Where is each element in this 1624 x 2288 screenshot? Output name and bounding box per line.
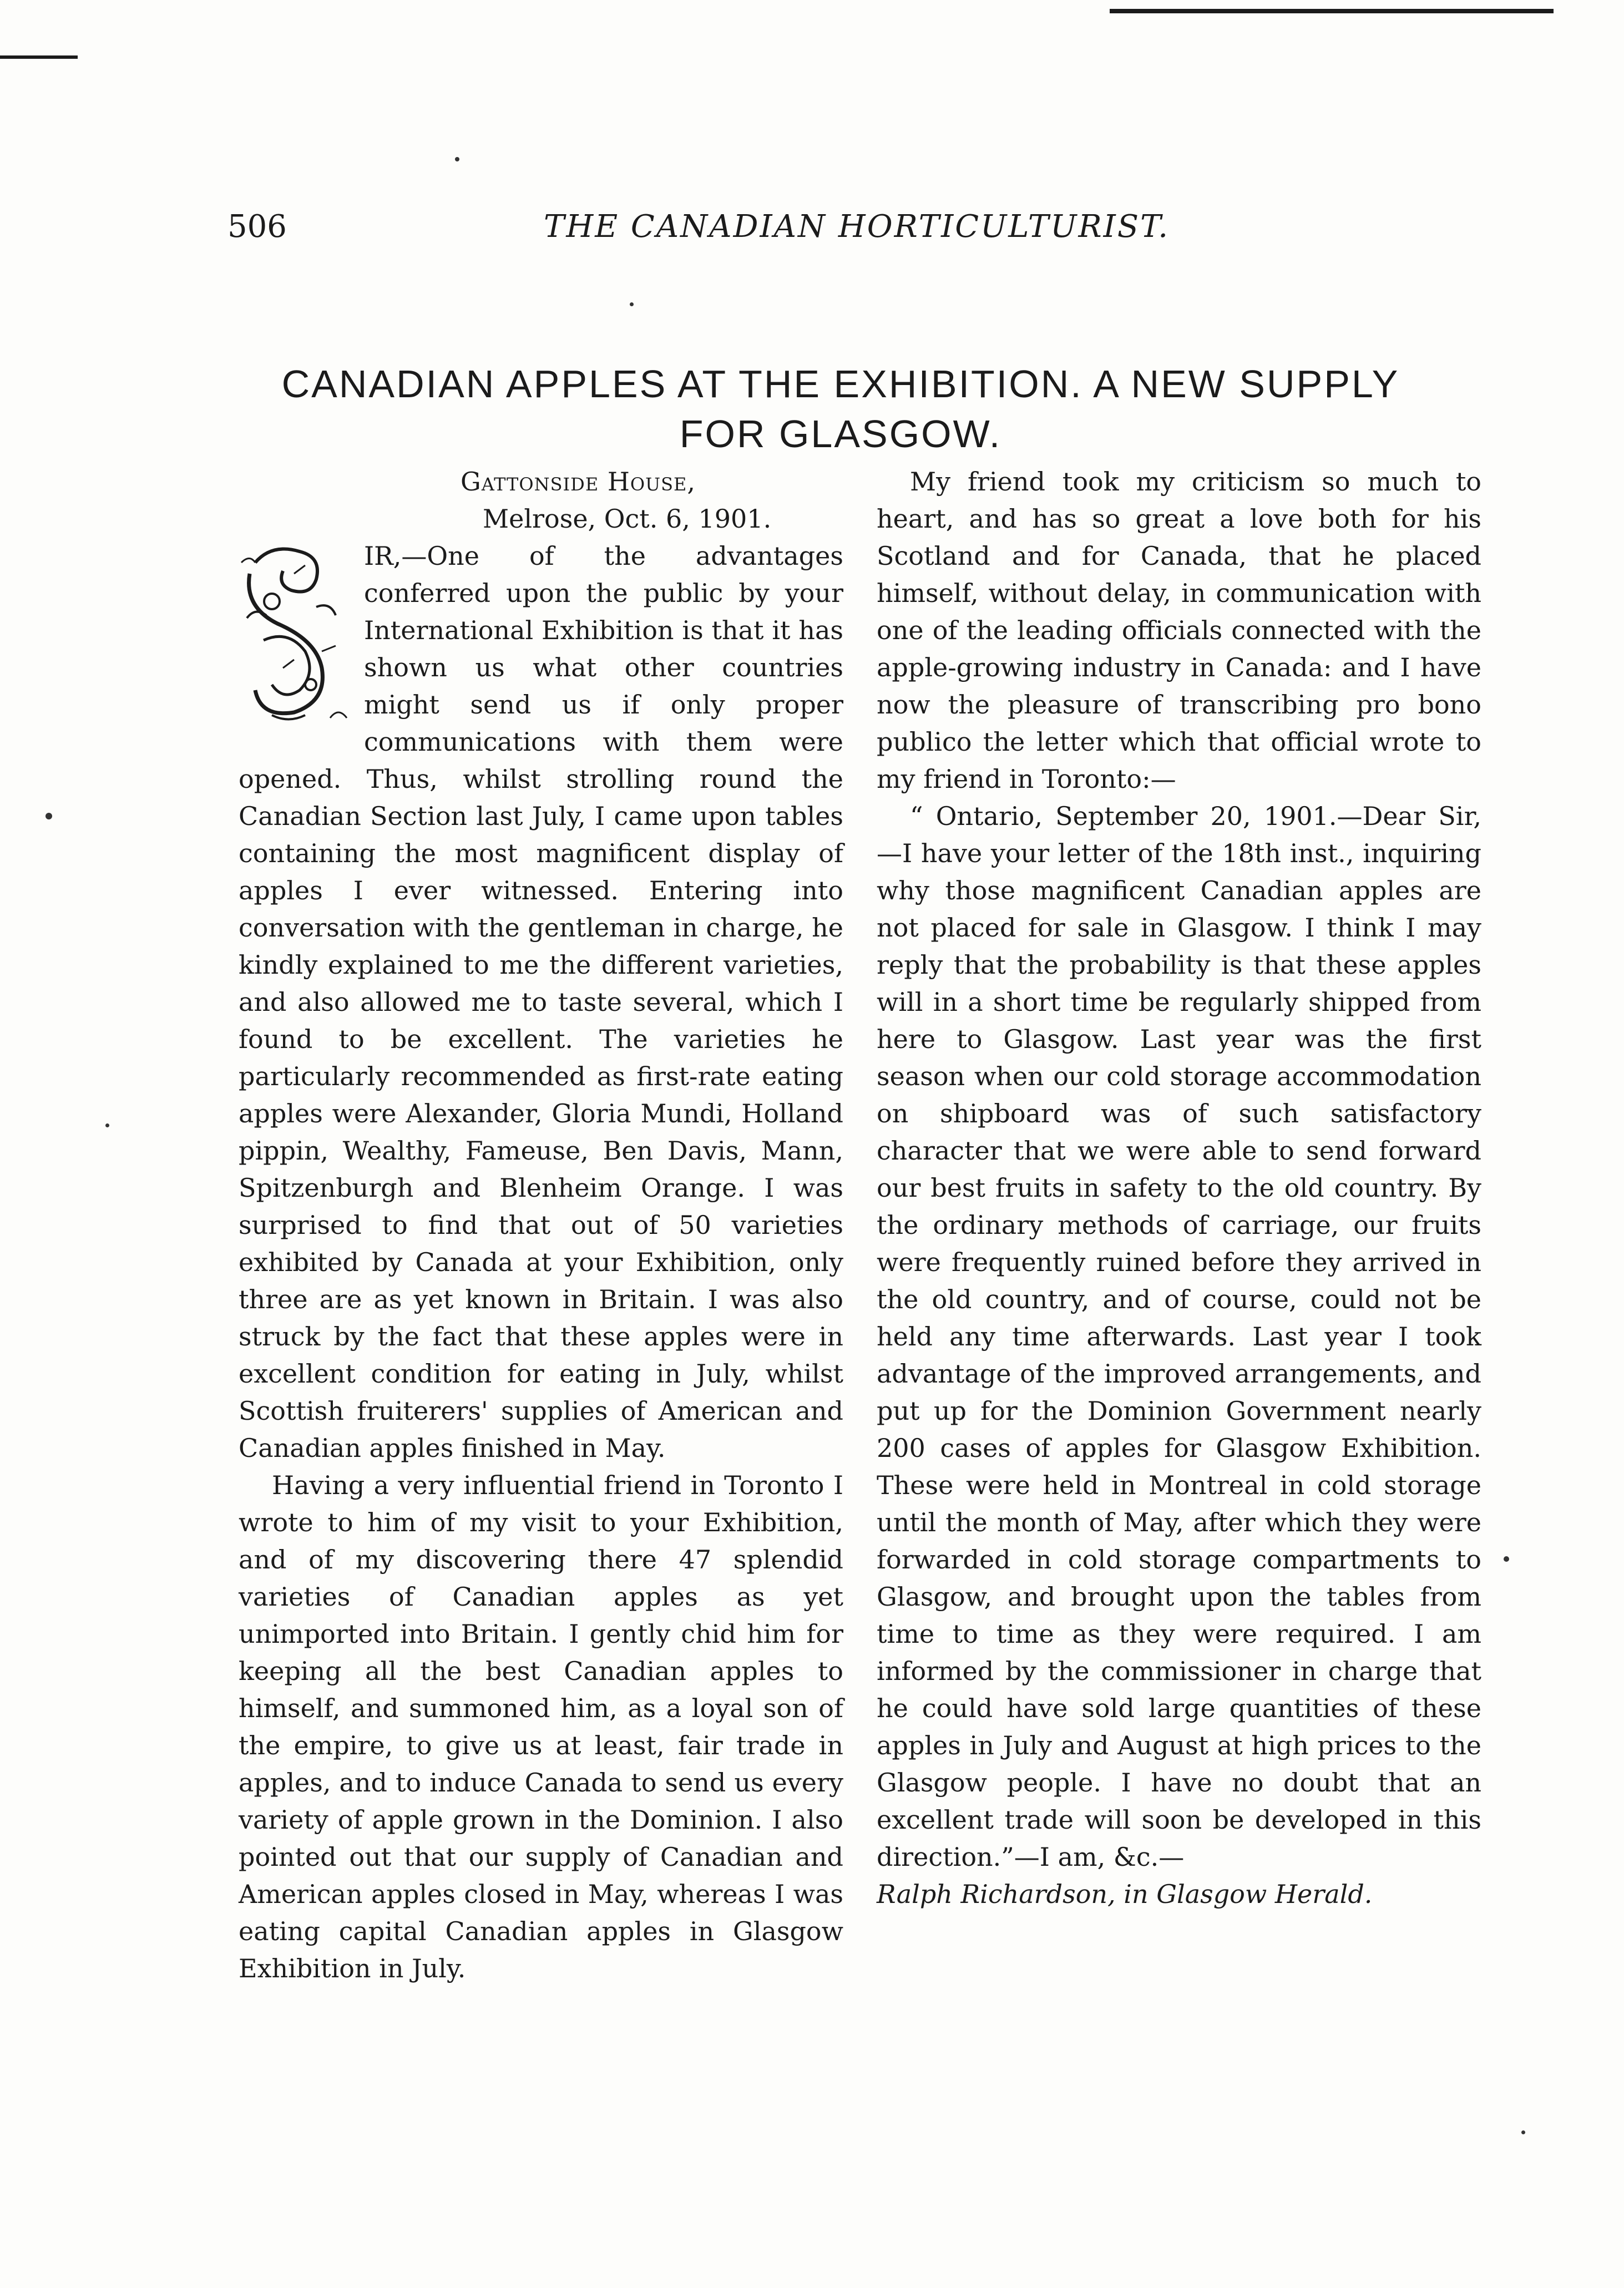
ink-speck — [630, 302, 634, 306]
title-line: CANADIAN APPLES AT THE EXHIBITION. A NEW SUPPLY — [281, 362, 1400, 406]
paragraph: IR,—One of the advantages conferred upon the public by your International Exhibition is that it has shown us what other countries might send us if only proper communications with them were opened. Thus, whilst strolling round the Canadian Section last July, I came upon tables containing the most magnificent display of apples I ever witnessed. Entering into conversation with the gentleman in charge, he kindly explained to me the different varieties, and also allowed me to taste several, which I found to be excellent. The varieties he particularly recommended as first-rate eating apples were Alexander, Gloria Mundi, Holland pippin, Wealthy, Fameuse, Ben Davis, Mann, Spitzenburgh and Blenheim Orange. I was surprised to find that out of 50 varieties exhibited by Canada at your Exhibition, only three are as yet known in Britain. I was also struck by the fact that these apples were in excellent condition for eating in July, whilst Scottish fruiterers' supplies of American and Canadian apples finished in May. — [239, 541, 843, 1463]
address-house: Gattonside House, — [461, 467, 696, 497]
ink-speck — [455, 157, 459, 161]
paragraph: “ Ontario, September 20, 1901.—Dear Sir,—I have your letter of the 18th inst., inquiring why those magnificent Canadian apples are not placed for sale in Glasgow. I think I may reply that the probability is that these apples will in a short time be regularly shipped from here to Glasgow. Last year was the first season when our cold storage accommodation on shipboard was of such satisfactory character that we were able to send forward our best fruits in safety to the old country. By the ordinary methods of carriage, our fruits were frequently ruined before they arrived in the old country, and of course, could not be held any time afterwards. Last year I took advantage of the improved arrangements, and put up for the Dominion Government nearly 200 cases of apples for Glasgow Exhibition. These were held in Montreal in cold storage until the month of May, after which they were forwarded in cold storage compartments to Glasgow, and brought upon the tables from time to time as they were required. I am informed by the commissioner in charge that he could have sold large quantities of these apples in July and August at high prices to the Glasgow people. I have no doubt that an excellent trade will soon be developed in this direction.”—I am, &c.— — [877, 801, 1481, 1872]
address-place-date: Melrose, Oct. 6, 1901. — [483, 504, 772, 534]
left-column — [239, 463, 843, 1987]
page-header — [0, 209, 1624, 247]
running-head: THE CANADIAN HORTICULTURIST. — [544, 209, 1170, 245]
letter-address — [239, 463, 843, 538]
paragraph: My friend took my criticism so much to heart, and has so great a love both for his Scotland and for Canada, that he placed himself, without delay, in communication with one of the leading officials connected with the apple-growing industry in Canada: and I have now the pleasure of transcribing pro bono publico the letter which that official wrote to my friend in Toronto:— — [877, 467, 1481, 794]
ornamental-dropcap — [239, 540, 350, 726]
dropcap-ornament-icon — [239, 540, 350, 726]
ink-speck — [1521, 2130, 1525, 2134]
corner-mark — [0, 55, 78, 59]
top-rule — [1110, 9, 1554, 13]
ink-speck — [1504, 1556, 1509, 1562]
title-line: FOR GLASGOW. — [679, 412, 1002, 455]
article-title — [222, 359, 1459, 459]
ink-speck — [45, 813, 52, 819]
right-column — [877, 463, 1481, 1913]
signature: Ralph Richardson, in Glasgow Herald. — [877, 1879, 1373, 1909]
ink-speck — [105, 1123, 109, 1127]
paragraph: Having a very influential friend in Toronto I wrote to him of my visit to your Exhibition, and of my discovering there 47 splendid varieties of Canadian apples as yet unimported into Britain. I gently chid him for keeping all the best Canadian apples to himself, and summoned him, as a loyal son of the empire, to give us at least, fair trade in apples, and to induce Canada to send us every variety of apple grown in the Dominion. I also pointed out that our supply of Canadian and American apples closed in May, whereas I was eating capital Canadian apples in Glasgow Exhibition in July. — [239, 1470, 843, 1983]
page-number: 506 — [227, 209, 287, 245]
